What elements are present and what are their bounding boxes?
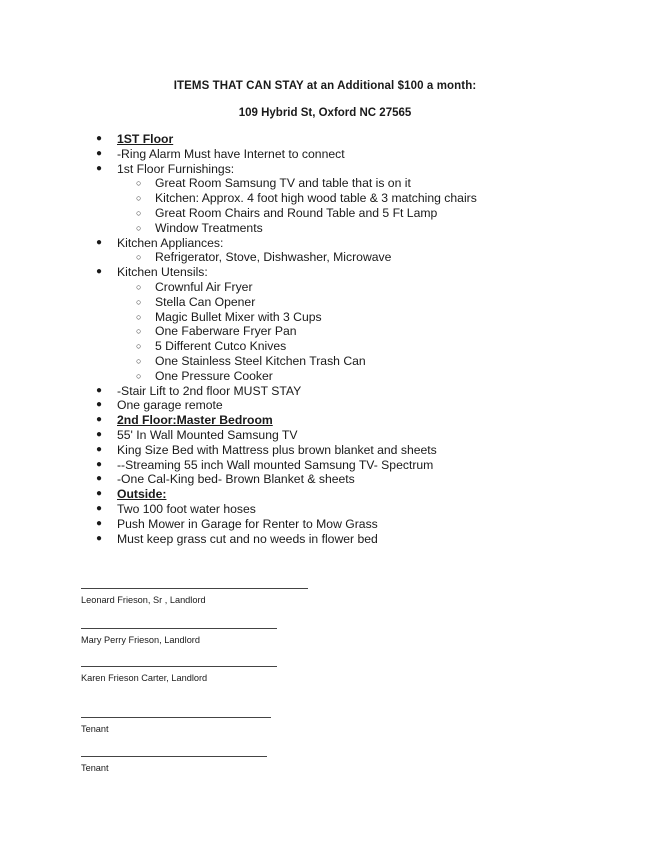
section-heading: 2nd Floor:Master Bedroom bbox=[117, 413, 273, 428]
list-item bbox=[96, 517, 616, 532]
item-text: Must keep grass cut and no weeds in flower bed bbox=[117, 531, 378, 546]
document-title: ITEMS THAT CAN STAY at an Additional $100 a month: bbox=[173, 80, 477, 92]
bullet-icon: ● bbox=[96, 488, 103, 500]
bullet-icon: ● bbox=[96, 443, 103, 455]
signature-label: Tenant bbox=[81, 724, 109, 734]
signature-line bbox=[81, 666, 277, 667]
item-text: Stella Can Opener bbox=[155, 294, 256, 309]
item-text: Two 100 foot water hoses bbox=[117, 501, 256, 516]
list-item bbox=[96, 398, 616, 413]
signature-block-tenant-2 bbox=[81, 756, 267, 773]
hollow-bullet-icon: ○ bbox=[136, 252, 142, 263]
hollow-bullet-icon: ○ bbox=[136, 193, 142, 204]
bullet-icon: ● bbox=[96, 162, 103, 174]
hollow-bullet-icon: ○ bbox=[136, 222, 142, 233]
list-item bbox=[96, 502, 616, 517]
sub-list-item bbox=[96, 310, 616, 325]
hollow-bullet-icon: ○ bbox=[136, 341, 142, 352]
item-text: Kitchen Utensils: bbox=[117, 265, 208, 280]
hollow-bullet-icon: ○ bbox=[136, 207, 142, 218]
item-text: -Stair Lift to 2nd floor MUST STAY bbox=[117, 383, 302, 398]
sub-list-item bbox=[96, 250, 616, 265]
bullet-icon: ● bbox=[96, 502, 103, 514]
hollow-bullet-icon: ○ bbox=[136, 311, 142, 322]
item-text: One Faberware Fryer Pan bbox=[155, 324, 297, 339]
list-item bbox=[96, 162, 616, 177]
section-heading: Outside: bbox=[117, 487, 167, 502]
list-item bbox=[96, 487, 616, 502]
bullet-icon: ● bbox=[96, 133, 103, 144]
bullet-icon: ● bbox=[96, 147, 103, 159]
item-text: Kitchen: Approx. 4 foot high wood table & 3 matching chairs bbox=[155, 191, 477, 206]
list-item bbox=[96, 443, 616, 458]
item-text: -One Cal-King bed- Brown Blanket & sheets bbox=[117, 472, 355, 487]
list-item bbox=[96, 532, 616, 547]
list-item bbox=[96, 236, 616, 251]
hollow-bullet-icon: ○ bbox=[136, 326, 142, 337]
item-text: Kitchen Appliances: bbox=[117, 235, 224, 250]
sub-list-item bbox=[96, 221, 616, 236]
bullet-icon: ● bbox=[96, 428, 103, 440]
item-text: 55' In Wall Mounted Samsung TV bbox=[117, 427, 298, 442]
item-text: One Pressure Cooker bbox=[155, 368, 273, 383]
signature-line bbox=[81, 756, 267, 757]
signature-label: Mary Perry Frieson, Landlord bbox=[81, 635, 200, 645]
item-text: Magic Bullet Mixer with 3 Cups bbox=[155, 309, 322, 324]
signature-block-tenant-1 bbox=[81, 717, 271, 734]
bullet-icon: ● bbox=[96, 532, 103, 544]
item-text: Refrigerator, Stove, Dishwasher, Microwave bbox=[155, 250, 392, 265]
item-text: One garage remote bbox=[117, 398, 223, 413]
bullet-icon: ● bbox=[96, 266, 103, 278]
item-text: -Ring Alarm Must have Internet to connect bbox=[117, 146, 345, 161]
hollow-bullet-icon: ○ bbox=[136, 370, 142, 381]
section-heading: 1ST Floor bbox=[117, 132, 174, 146]
bullet-icon: ● bbox=[96, 458, 103, 470]
signature-label: Tenant bbox=[81, 763, 109, 773]
sub-list-item bbox=[96, 280, 616, 295]
list-item bbox=[96, 472, 616, 487]
list-item bbox=[96, 413, 616, 428]
signature-block-karen bbox=[81, 666, 277, 683]
list-item bbox=[96, 132, 616, 147]
sub-list-item bbox=[96, 295, 616, 310]
item-text: 1st Floor Furnishings: bbox=[117, 161, 235, 176]
bullet-icon: ● bbox=[96, 236, 103, 248]
sub-list-item bbox=[96, 176, 616, 191]
bullet-icon: ● bbox=[96, 414, 103, 426]
item-text: Window Treatments bbox=[155, 220, 263, 235]
sub-list-item bbox=[96, 354, 616, 369]
item-text: Great Room Chairs and Round Table and 5 Ft Lamp bbox=[155, 205, 438, 220]
item-text: One Stainless Steel Kitchen Trash Can bbox=[155, 353, 366, 368]
sub-list-item bbox=[96, 191, 616, 206]
item-text: Push Mower in Garage for Renter to Mow Grass bbox=[117, 516, 378, 531]
bullet-icon: ● bbox=[96, 473, 103, 485]
item-text: 5 Different Cutco Knives bbox=[155, 339, 287, 354]
hollow-bullet-icon: ○ bbox=[136, 178, 142, 189]
bullet-icon: ● bbox=[96, 384, 103, 396]
hollow-bullet-icon: ○ bbox=[136, 281, 142, 292]
signature-line bbox=[81, 628, 277, 629]
items-list bbox=[96, 132, 616, 546]
item-text: Great Room Samsung TV and table that is on it bbox=[155, 176, 411, 191]
item-text: --Streaming 55 inch Wall mounted Samsung TV- Spectrum bbox=[117, 457, 434, 472]
list-item bbox=[96, 428, 616, 443]
property-address: 109 Hybrid St, Oxford NC 27565 bbox=[238, 107, 412, 119]
signature-label: Karen Frieson Carter, Landlord bbox=[81, 673, 208, 683]
list-item bbox=[96, 147, 616, 162]
sub-list-item bbox=[96, 206, 616, 221]
signature-line bbox=[81, 717, 271, 718]
bullet-icon: ● bbox=[96, 517, 103, 529]
sub-list-item bbox=[96, 324, 616, 339]
hollow-bullet-icon: ○ bbox=[136, 355, 142, 366]
sub-list-item bbox=[96, 339, 616, 354]
item-text: King Size Bed with Mattress plus brown blanket and sheets bbox=[117, 442, 437, 457]
signature-label: Leonard Frieson, Sr , Landlord bbox=[81, 595, 206, 605]
signature-line bbox=[81, 588, 308, 589]
signature-block-mary bbox=[81, 628, 277, 645]
list-item bbox=[96, 458, 616, 473]
hollow-bullet-icon: ○ bbox=[136, 296, 142, 307]
sub-list-item bbox=[96, 369, 616, 384]
signature-block-leonard bbox=[81, 588, 308, 605]
list-item bbox=[96, 384, 616, 399]
item-text: Crownful Air Fryer bbox=[155, 279, 253, 294]
bullet-icon: ● bbox=[96, 399, 103, 411]
list-item bbox=[96, 265, 616, 280]
